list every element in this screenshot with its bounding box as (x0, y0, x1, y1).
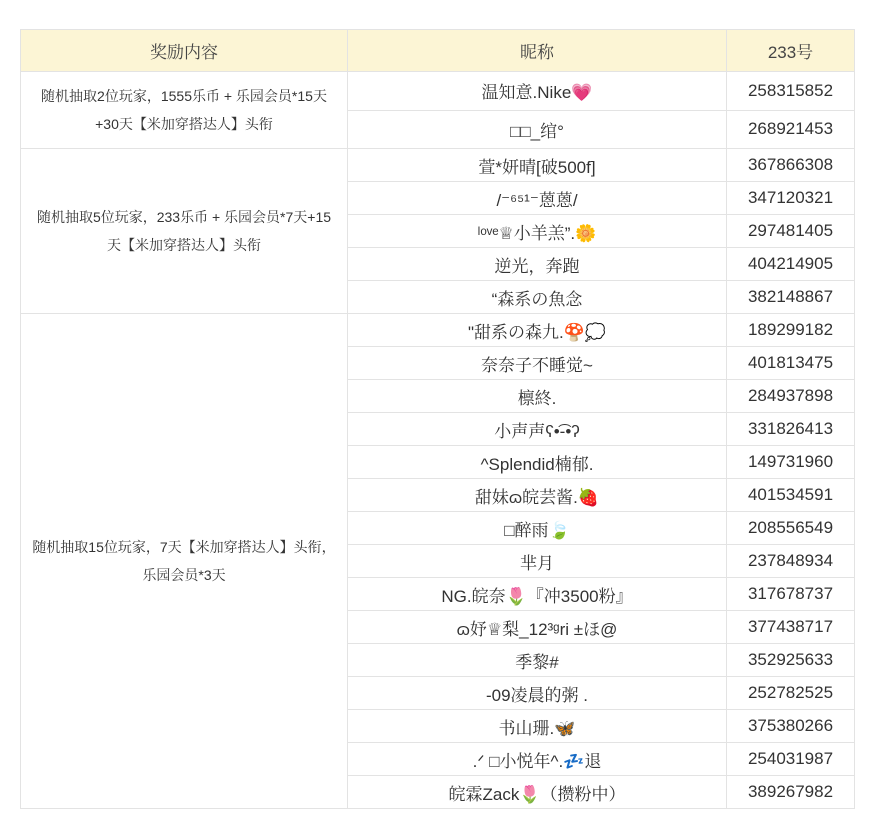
nickname-cell: 萱*妍晴[破500f] (348, 149, 727, 182)
nickname-cell: 小声声ʕ•͡-•ʔ (348, 413, 727, 446)
nickname-cell: □醉雨🍃 (348, 512, 727, 545)
id-cell: 389267982 (727, 776, 855, 809)
nickname-cell: “森系の魚念 (348, 281, 727, 314)
nickname-cell: 书山珊.🦋 (348, 710, 727, 743)
nickname-cell: -09凌晨的粥 . (348, 677, 727, 710)
nickname-cell: ɷ妤♕梨_12³ᵍri ±ほ@ (348, 611, 727, 644)
nickname-cell: 奈奈子不睡觉~ (348, 347, 727, 380)
id-cell: 149731960 (727, 446, 855, 479)
header-nickname: 昵称 (348, 30, 727, 72)
id-cell: 401534591 (727, 479, 855, 512)
prize-winners-table (20, 29, 855, 809)
id-cell: 331826413 (727, 413, 855, 446)
nickname-cell: /⁻⁶⁵¹⁻蒽蒽/ (348, 182, 727, 215)
id-cell: 367866308 (727, 149, 855, 182)
reward-cell: 随机抽取5位玩家，233乐币 + 乐园会员*7天+15天【米加穿搭达人】头衔 (21, 149, 348, 314)
nickname-cell: 皖霖Zack🌷（攒粉中） (348, 776, 727, 809)
nickname-cell: ^Splendid楠郁. (348, 446, 727, 479)
id-cell: 254031987 (727, 743, 855, 776)
id-cell: 352925633 (727, 644, 855, 677)
nickname-cell: 甜妹ɷ皖芸酱.🍓 (348, 479, 727, 512)
nickname-cell: □□_绾° (348, 110, 727, 149)
header-reward: 奖励内容 (21, 30, 348, 72)
id-cell: 208556549 (727, 512, 855, 545)
reward-cell: 随机抽取15位玩家，7天【米加穿搭达人】头衔， 乐园会员*3天 (21, 314, 348, 809)
table-row (21, 314, 855, 347)
nickname-cell: 季黎# (348, 644, 727, 677)
id-cell: 401813475 (727, 347, 855, 380)
id-cell: 252782525 (727, 677, 855, 710)
nickname-cell: 檩終. (348, 380, 727, 413)
id-cell: 189299182 (727, 314, 855, 347)
nickname-cell: 逆光，奔跑 (348, 248, 727, 281)
id-cell: 347120321 (727, 182, 855, 215)
header-id: 233号 (727, 30, 855, 72)
reward-cell: 随机抽取2位玩家，1555乐币 + 乐园会员*15天+30天【米加穿搭达人】头衔 (21, 72, 348, 149)
id-cell: 297481405 (727, 215, 855, 248)
id-cell: 404214905 (727, 248, 855, 281)
nickname-cell: .ᐟ □小悦年^.💤退 (348, 743, 727, 776)
table-header-row (21, 30, 855, 72)
nickname-cell: "甜系の森九.🍄💭 (348, 314, 727, 347)
id-cell: 284937898 (727, 380, 855, 413)
id-cell: 258315852 (727, 72, 855, 111)
id-cell: 268921453 (727, 110, 855, 149)
nickname-cell: NG.皖奈🌷『冲3500粉』 (348, 578, 727, 611)
nickname-cell: 芈月 (348, 545, 727, 578)
id-cell: 375380266 (727, 710, 855, 743)
id-cell: 382148867 (727, 281, 855, 314)
table-row (21, 72, 855, 111)
table-row (21, 149, 855, 182)
table-body (21, 72, 855, 809)
id-cell: 317678737 (727, 578, 855, 611)
nickname-cell: 温知意.Nike💗 (348, 72, 727, 111)
nickname-cell: ˡᵒᵛᵉ♕小羊羔”.🌼 (348, 215, 727, 248)
id-cell: 237848934 (727, 545, 855, 578)
id-cell: 377438717 (727, 611, 855, 644)
